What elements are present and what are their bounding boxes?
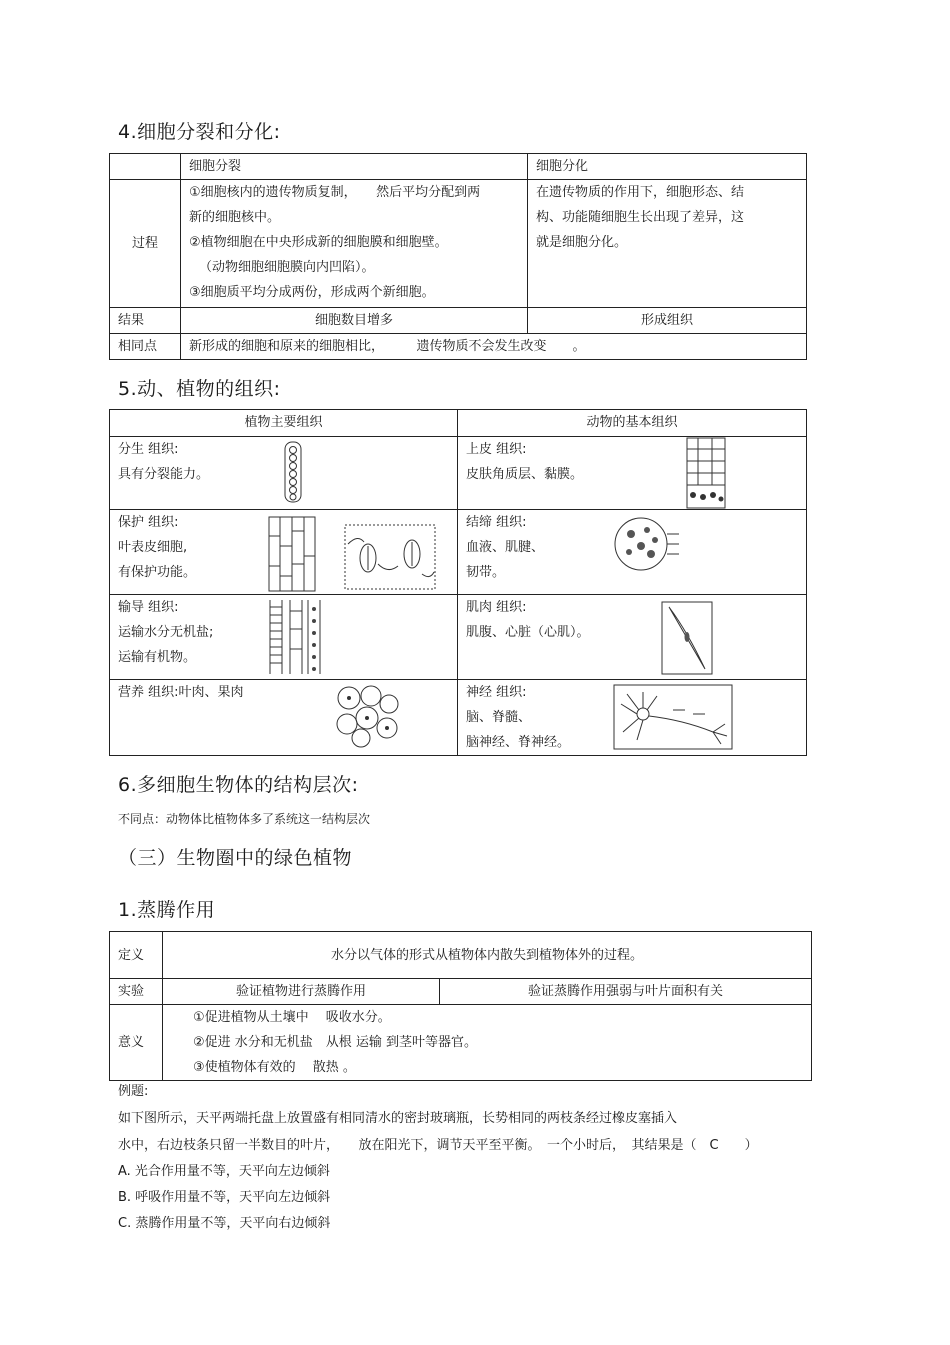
plant-tissue-conductive [110,595,458,680]
tissue-desc: 有保护功能。 [118,565,197,580]
example-label: 例题: [118,1084,149,1099]
section-4-title: 4.细胞分裂和分化: [118,121,281,143]
tissue-desc: 运输有机物。 [118,650,197,665]
plant-tissue-meristem [110,437,458,510]
row-label-process: 过程 [110,180,181,308]
row-label-definition: 定义 [110,932,163,979]
tissue-desc: 脑神经、脊神经。 [466,735,571,750]
transpiration-table [109,931,812,1081]
row-label-experiment: 实验 [110,979,163,1005]
tissue-name: 上皮 组织: [466,442,527,457]
cell-division-table [109,153,807,360]
process-differentiation-cell [528,180,807,308]
significance-cell [163,1005,812,1081]
experiment-1: 验证植物进行蒸腾作用 [163,979,440,1005]
significance-line: ①促进植物从土壤中 吸收水分。 [193,1010,391,1025]
process-division-line: （动物细胞细胞膜向内凹陷）。 [199,260,375,275]
tissue-table [109,409,807,756]
tissue-desc: 血液、肌腱、 [466,540,545,555]
tissue-name: 肌肉 组织: [466,600,527,615]
tissue-desc: 肌腹、心脏（心肌）。 [466,625,590,640]
tissue-name: 分生 组织: [118,442,179,457]
epidermis-cells-image [268,516,316,592]
process-division-line: ③细胞质平均分成两份，形成两个新细胞。 [189,285,435,300]
row-label-common: 相同点 [110,334,181,360]
process-division-line: ②植物细胞在中央形成新的细胞膜和细胞壁。 [189,235,448,250]
section-transpiration-title: 1.蒸腾作用 [118,899,216,921]
tissue-desc: 脑、脊髓、 [466,710,532,725]
neuron-image [613,684,733,750]
plant-tissue-protective [110,510,458,595]
row-label-result: 结果 [110,308,181,334]
tissue-desc: 叶表皮细胞, [118,540,188,555]
row-label-significance: 意义 [110,1005,163,1081]
process-division-line: ①细胞核内的遗传物质复制， 然后平均分配到两 [189,185,481,200]
tissue-name: 营养 组织:叶肉、果肉 [118,685,244,700]
blood-cells-image [613,516,681,572]
result-differentiation: 形成组织 [528,308,807,334]
option-b: B. 呼吸作用量不等，天平向左边倾斜 [118,1190,331,1205]
definition-text: 水分以气体的形式从植物体内散失到植物体外的过程。 [163,932,812,979]
experiment-2: 验证蒸腾作用强弱与叶片面积有关 [440,979,812,1005]
process-division-line: 新的细胞核中。 [189,210,281,225]
header-animal-tissue: 动物的基本组织 [458,410,807,437]
process-division-cell [181,180,528,308]
process-differentiation-line: 在遗传物质的作用下，细胞形态、结 [536,185,745,200]
part-3-title: （三）生物圈中的绿色植物 [118,847,353,869]
tissue-desc: 皮肤角质层、黏膜。 [466,467,584,482]
common-text: 新形成的细胞和原来的细胞相比， 遗传物质不会发生改变 。 [181,334,807,360]
tissue-name: 保护 组织: [118,515,179,530]
plant-tissue-nutritive [110,680,458,756]
question-line-1: 如下图所示，天平两端托盘上放置盛有相同清水的密封玻璃瓶，长势相同的两枝条经过橡皮塞插入 [118,1111,678,1126]
tissue-name: 输导 组织: [118,600,179,615]
muscle-cell-image [661,601,713,675]
empty-header-cell [110,154,181,180]
tissue-desc: 韧带。 [466,565,506,580]
significance-line: ③使植物体有效的 散热 。 [193,1060,356,1075]
animal-tissue-muscle [458,595,807,680]
process-differentiation-line: 构、功能随细胞生长出现了差异，这 [536,210,745,225]
process-differentiation-line: 就是细胞分化。 [536,235,628,250]
result-division: 细胞数目增多 [181,308,528,334]
option-a: A. 光合作用量不等，天平向左边倾斜 [118,1164,330,1179]
significance-line: ②促进 水分和无机盐 从根 运输 到茎叶等器官。 [193,1035,478,1050]
animal-tissue-epithelial [458,437,807,510]
section-5-title: 5.动、植物的组织: [118,378,281,400]
animal-tissue-nervous [458,680,807,756]
tissue-name: 神经 组织: [466,685,527,700]
header-plant-tissue: 植物主要组织 [110,410,458,437]
tissue-desc: 具有分裂能力。 [118,467,210,482]
question-line-2: 水中，右边枝条只留一半数目的叶片， 放在阳光下，调节天平至平衡。 一个小时后， 其结果是（ C ） [118,1138,758,1153]
vessel-tissue-image [266,599,322,675]
tissue-desc: 运输水分无机盐; [118,625,214,640]
header-division: 细胞分裂 [181,154,528,180]
parenchyma-cells-image [335,684,399,748]
option-c: C. 蒸腾作用量不等，天平向右边倾斜 [118,1216,331,1231]
meristem-cells-image [282,441,304,503]
stomata-image [344,524,436,590]
animal-tissue-connective [458,510,807,595]
header-differentiation: 细胞分化 [528,154,807,180]
epithelial-cells-image [686,437,726,509]
section-6-title: 6.多细胞生物体的结构层次: [118,774,359,796]
tissue-name: 结缔 组织: [466,515,527,530]
structure-note: 不同点：动物体比植物体多了系统这一结构层次 [118,812,371,826]
